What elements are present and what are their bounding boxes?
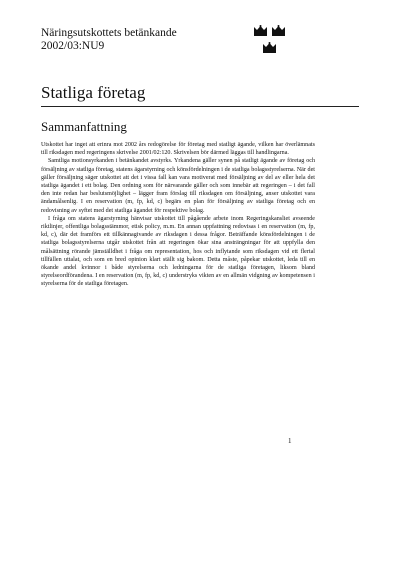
- page-title: Statliga företag: [41, 83, 146, 102]
- title-divider: [41, 106, 359, 107]
- summary-body: [41, 141, 315, 289]
- committee-name: Näringsutskottets betänkande: [41, 27, 177, 39]
- three-crowns-icon: [253, 24, 287, 58]
- paragraph: Utskottet har inget att erinra mot 2002 års redogörelse för företag med statligt ägande, vilken har överlämnats till riksdagen med regeringens skrivelse 2001/02:120. Skrivelsen bör därmed läggas till handlingarna.: [41, 142, 315, 157]
- page-number: 1: [288, 437, 292, 445]
- paragraph: I fråga om statens ägarstyrning hänvisar utskottet till pågående arbete inom Regeringskansliet avseende riktlinjer, offentliga bolagsstämmor, etisk policy, m.m. En annan uppfattning redovisas i en reservation (m, fp, kd, c), där det framförs ett tillkännagivande av riksdagen i dessa frågor. Beträffande könsfördelningen i de statliga bolagsstyrelserna utgår utskottet från att regeringen ökar sina ansträngningar för att uppfylla den målsättning rörande jämställdhet i fråga om representation, hos och inflytande som riksdagen vid ett flertal tillfällen uttalat, och som en bred opinion klart ställt sig bakom. Detta måste, påpekar utskottet, leda till en ökande andel kvinnor i både styrelserna och ledningarna för de statliga företagen, liksom bland styrelseordförandena. I en reservation (m, fp, kd, c) understryks vikten av en allmän vidgning av kompetensen i styrelserna för de statliga företagen.: [41, 215, 315, 288]
- paragraph: Samtliga motionsyrkanden i betänkandet avstyrks. Yrkandena gäller synen på statligt ägande av företag och försäljning av statliga företag, statens ägarstyrning och könsfördelningen i de statliga bolagsstyrelserna. När det gäller försäljning säger utskottet att det i vissa fall kan vara motiverat med försäljning av del av eller hela det statliga ägandet i ett bolag. Den ordning som för närvarande gäller och som innebär att regeringen – i det fall den inte redan har beslutsmöjlighet – lägger fram förslag till riksdagen om försäljning, anser utskottet vara ändamålsenlig. I en reservation (m, fp, kd, c) begärs en plan för försäljning av statliga företag och en redovisning av syftet med det statliga ägandet för respektive bolag.: [41, 158, 315, 214]
- document-header: [41, 27, 261, 53]
- document-number: 2002/03:NU9: [41, 40, 105, 52]
- section-heading: Sammanfattning: [41, 119, 127, 134]
